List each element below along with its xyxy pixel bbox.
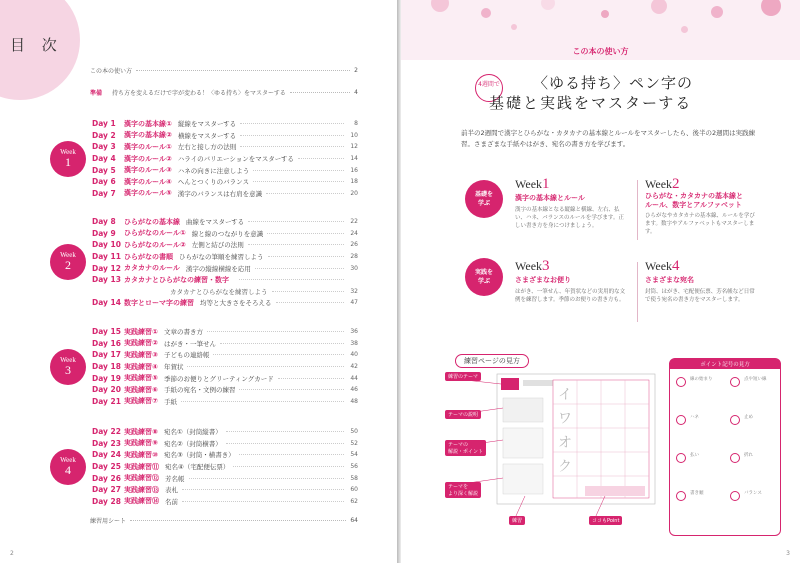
day-label: Day 23 (92, 438, 121, 448)
intro-text: 前半の2週間で漢字とひらがな・カタカナの基本線とルールをマスターしたら、後半の2週間は実践練習。さまざまな手紙やはがき、宛名の書き方を学びます。 (461, 129, 756, 148)
toc-row[interactable] (92, 141, 358, 153)
legend-item: バランス (728, 487, 776, 515)
category-label: 実践練習⑥ (124, 385, 158, 394)
page-number: 3 (786, 550, 790, 557)
day-label: Day 22 (92, 427, 121, 437)
description: 曲線をマスターする (186, 218, 245, 227)
day-label: Day 18 (92, 362, 121, 372)
description: 宛名①（封筒縦書） (163, 428, 222, 437)
day-label: Day 7 (92, 188, 116, 198)
week2-subtitle: ひらがな・カタカナの基本線と ルール、数字とアルファベット (645, 192, 743, 209)
category-label: 漢字のルール⑤ (124, 189, 172, 198)
week1-subtitle: 漢字の基本線とルール (515, 194, 585, 202)
category-label: 実践練習② (124, 339, 158, 348)
category-label: カタカナのルール (124, 264, 180, 273)
description: 漢字のバランスは右肩を意識 (177, 189, 263, 198)
day-label: Day 19 (92, 373, 121, 383)
day-label: Day 8 (92, 217, 116, 227)
week3-body: はがき、一筆せん、年賀状などの実用的な文例を練習します。季節のお便りの書き方も。 (515, 289, 626, 303)
legend-mark-icon (676, 377, 686, 387)
week-3-circle: Week 3 (50, 349, 86, 385)
description: 表札 (165, 486, 178, 495)
legend-mark-icon (730, 377, 740, 387)
category-label: ひらがなの書順 (124, 252, 173, 261)
toc-row[interactable] (92, 286, 358, 298)
page-ref: 24 (350, 229, 358, 237)
category-label: 実践練習⑪ (124, 462, 159, 471)
callout-explanation: テーマの説明 (445, 410, 481, 419)
svg-text:イ: イ (558, 387, 572, 403)
day-label: Day 1 (92, 119, 116, 129)
toc-row[interactable] (92, 384, 358, 396)
page-ref: 16 (350, 166, 358, 174)
category-label: 実践練習⑬ (124, 485, 159, 494)
description: 左右と接し方の法則 (177, 143, 237, 152)
day-label: Day 5 (92, 165, 116, 175)
toc-row[interactable] (92, 228, 358, 240)
page-title: 目 次 (10, 36, 63, 54)
legend-item: ハネ (674, 411, 722, 439)
day-label: Day 28 (92, 496, 121, 506)
toc-prelude-row[interactable]: 準備 持ち方を変えるだけで字が変わる！〈ゆる持ち〉をマスターする 4 (90, 89, 358, 97)
category-label: カタカナとひらがなの練習・数字 (124, 275, 229, 284)
day-label: Day 17 (92, 350, 121, 360)
page-ref: 12 (350, 143, 358, 151)
toc-row[interactable] (92, 438, 358, 450)
toc-row[interactable] (92, 449, 358, 461)
day-label: Day 27 (92, 485, 121, 495)
toc-row[interactable] (92, 472, 358, 484)
week4-body: 封筒、はがき、宅配便伝票、芳名帳など日常で使う宛名の書き方をマスターします。 (645, 289, 755, 303)
legend-mark-icon (730, 453, 740, 463)
toc-row[interactable] (92, 188, 358, 200)
page-ref: 40 (350, 351, 358, 359)
toc-row[interactable] (92, 251, 358, 263)
page-number: 2 (10, 550, 14, 557)
legend-mark-icon (676, 491, 686, 501)
category-label: 実践練習⑩ (124, 450, 158, 459)
point-symbol-legend (669, 358, 781, 536)
category-label: 漢字のルール③ (124, 166, 172, 175)
page-ref: 32 (350, 287, 358, 295)
description: ひらがなの筆順を練習しよう (179, 253, 264, 262)
page-ref: 48 (350, 397, 358, 405)
page-ref: 36 (350, 328, 358, 336)
category-label: 実践練習① (124, 327, 158, 336)
description: へんとつくりのバランス (177, 178, 249, 187)
day-label: Day 12 (92, 263, 121, 273)
toc-row[interactable] (92, 426, 358, 438)
category-label: 漢字の基本線② (124, 131, 172, 140)
week1-body: 漢字の基本線となる縦線と横線、左右、払い、ハネ、バランスのルールを学びます。正しい書き方を身につけましょう。 (515, 207, 624, 229)
page-ref: 50 (350, 428, 358, 436)
description: 左側と結びの法則 (191, 241, 244, 250)
day-label: Day 20 (92, 385, 121, 395)
description: 手紙 (163, 397, 177, 406)
toc-row[interactable] (92, 326, 358, 338)
legend-item: 止め (728, 411, 776, 439)
description: 子どもの連絡帳 (163, 351, 210, 360)
page-ref: 44 (350, 374, 358, 382)
toc-row[interactable] (92, 338, 358, 350)
week4-subtitle: さまざまな宛名 (645, 276, 694, 284)
page-ref: 8 (354, 120, 358, 128)
callout-deep: テーマを より深く解説 (445, 482, 481, 498)
description: 縦線をマスターする (177, 120, 237, 129)
toc-row[interactable] (92, 484, 358, 496)
description: 宛名④（宅配便伝票） (165, 463, 230, 472)
page-ref: 26 (350, 241, 358, 249)
week3-heading: Week3 (515, 258, 550, 274)
page-ref: 38 (350, 339, 358, 347)
toc-row[interactable] (92, 461, 358, 473)
toc-row[interactable] (92, 118, 358, 130)
description: はがき・一筆せん (163, 339, 216, 348)
day-label: Day 11 (92, 252, 121, 262)
toc-row[interactable] (92, 164, 358, 176)
legend-title: ポイント記号の見方 (670, 359, 780, 369)
category-label: 実践練習⑫ (124, 474, 159, 483)
toc-row[interactable] (92, 349, 358, 361)
description: 年賀状 (163, 363, 184, 372)
description: カタカナとひらがなを練習しよう (170, 287, 268, 296)
category-label: 実践練習③ (124, 350, 158, 359)
week4-heading: Week4 (645, 258, 680, 274)
left-page (0, 0, 397, 563)
page-ref: 52 (350, 439, 358, 447)
day-label: Day 13 (92, 275, 121, 285)
category-label: 実践練習⑧ (124, 427, 158, 436)
category-label: 漢字のルール② (124, 154, 172, 163)
toc-row[interactable] (92, 372, 358, 384)
page-ref: 14 (350, 155, 358, 163)
svg-text:ワ: ワ (558, 411, 572, 427)
description: ハネの向きに注意しよう (177, 166, 250, 175)
day-label: Day 25 (92, 462, 121, 472)
category-label: 漢字の基本線① (124, 119, 172, 128)
legend-item: 書き順 (674, 487, 722, 515)
description: ハライのバリエーションをマスターする (177, 155, 294, 164)
page-ref: 46 (350, 386, 358, 394)
description: 文章の書き方 (163, 328, 203, 337)
description: 均等と大きさをそろえる (200, 299, 272, 308)
category-practice-circle: 実践を 学ぶ (465, 258, 503, 296)
description: 横線をマスターする (177, 131, 237, 140)
legend-mark-icon (676, 415, 686, 425)
category-label: 漢字のルール④ (124, 177, 172, 186)
week2-heading: Week2 (645, 176, 680, 192)
section-label: この本の使い方 (572, 47, 629, 56)
callout-points: テーマの 解説・ポイント (445, 440, 486, 456)
page-ref: 28 (350, 253, 358, 261)
day-label: Day 26 (92, 473, 121, 483)
legend-mark-icon (730, 491, 740, 501)
svg-text:ク: ク (558, 459, 572, 475)
page-ref: 58 (350, 474, 358, 482)
description: 線と線のつながりを意識 (191, 229, 264, 238)
page-ref: 20 (350, 189, 358, 197)
week-1-circle: Week 1 (50, 141, 86, 177)
toc-row[interactable] (92, 274, 358, 286)
day-label: Day 15 (92, 327, 121, 337)
page-ref: 18 (350, 178, 358, 186)
category-label: ひらがなのルール① (124, 229, 186, 238)
toc-row[interactable] (92, 239, 358, 251)
page-ref: 30 (350, 264, 358, 272)
day-label: Day 24 (92, 450, 121, 460)
callout-point: ココもPoint (589, 516, 622, 525)
toc-row[interactable] (92, 153, 358, 165)
day-label: Day 10 (92, 240, 121, 250)
toc-footer-row[interactable]: 練習用シート 64 (90, 517, 358, 525)
svg-text:オ: オ (558, 435, 572, 451)
toc-row[interactable] (92, 262, 358, 274)
week-4-circle: Week 4 (50, 449, 86, 485)
title-line-2: 基礎と実践をマスターする (489, 94, 693, 112)
day-label: Day 16 (92, 338, 121, 348)
day-label: Day 21 (92, 396, 121, 406)
page-ref: 60 (350, 486, 358, 494)
page-ref: 47 (350, 299, 358, 307)
page-ref: 42 (350, 363, 358, 371)
day-label: Day 3 (92, 142, 116, 152)
week-4-list (92, 426, 358, 507)
title-line-1: 〈ゆる持ち〉ペン字の (533, 74, 694, 92)
legend-item: 払い (674, 449, 722, 477)
week-1-list (92, 118, 358, 199)
page-ref: 56 (350, 463, 358, 471)
category-label: 漢字のルール① (124, 142, 172, 151)
description: 漢字の縦線横線を応用 (185, 264, 251, 273)
callout-theme: 練習のテーマ (445, 372, 481, 381)
week-2-list (92, 216, 358, 309)
description: 芳名帳 (165, 474, 185, 483)
description: 名前 (165, 497, 178, 506)
category-basics-circle: 基礎を 学ぶ (465, 180, 503, 218)
page-ref: 22 (350, 218, 358, 226)
week2-body: ひらがなやカタカナの基本線、ルールを学びます。数字やアルファベットもマスターします。 (645, 213, 755, 235)
day-label: Day 14 (92, 298, 121, 308)
category-label: 数字とローマ字の練習 (124, 298, 194, 307)
toc-row[interactable] (92, 130, 358, 142)
page-ref: 54 (350, 451, 358, 459)
right-page (401, 0, 800, 563)
week-2-circle: Week 2 (50, 244, 86, 280)
description: 季節のお便りとグリーティングカード (163, 374, 274, 383)
category-label: 実践練習⑤ (124, 374, 158, 383)
legend-mark-icon (676, 453, 686, 463)
toc-row[interactable] (92, 297, 358, 309)
toc-row[interactable] (92, 176, 358, 188)
callout-practice: 練習 (509, 516, 525, 525)
category-label: 実践練習④ (124, 362, 158, 371)
day-label: Day 6 (92, 177, 116, 187)
category-label: ひらがなのルール② (124, 240, 186, 249)
week1-heading: Week1 (515, 176, 550, 192)
description: 宛名②（封筒横書） (163, 439, 222, 448)
legend-item: 線の始まり (674, 373, 722, 401)
page-ref: 62 (350, 497, 358, 505)
four-weeks-badge: 4週間で (475, 74, 503, 102)
toc-row[interactable] (92, 396, 358, 408)
practice-page-label: 練習ページの見方 (455, 354, 529, 368)
toc-row[interactable] (92, 216, 358, 228)
category-label: ひらがなの基本線 (124, 217, 180, 226)
legend-item: 点や短い線 (728, 373, 776, 401)
day-label: Day 4 (92, 154, 116, 164)
category-label: 実践練習⑨ (124, 439, 158, 448)
toc-row[interactable] (92, 496, 358, 508)
description: 宛名③（封筒・横書き） (163, 451, 235, 460)
day-label: Day 9 (92, 228, 116, 238)
day-label: Day 2 (92, 130, 116, 140)
toc-row[interactable] (92, 361, 358, 373)
toc-intro-row[interactable]: この本の使い方 2 (90, 67, 358, 75)
description: 手紙の宛名・文例の練習 (163, 386, 236, 395)
page-ref: 10 (350, 131, 358, 139)
legend-item: 折れ (728, 449, 776, 477)
category-label: 実践練習⑭ (124, 497, 159, 506)
week-3-list (92, 326, 358, 407)
legend-mark-icon (730, 415, 740, 425)
category-label: 実践練習⑦ (124, 397, 158, 406)
week3-subtitle: さまざまなお便り (515, 276, 571, 284)
